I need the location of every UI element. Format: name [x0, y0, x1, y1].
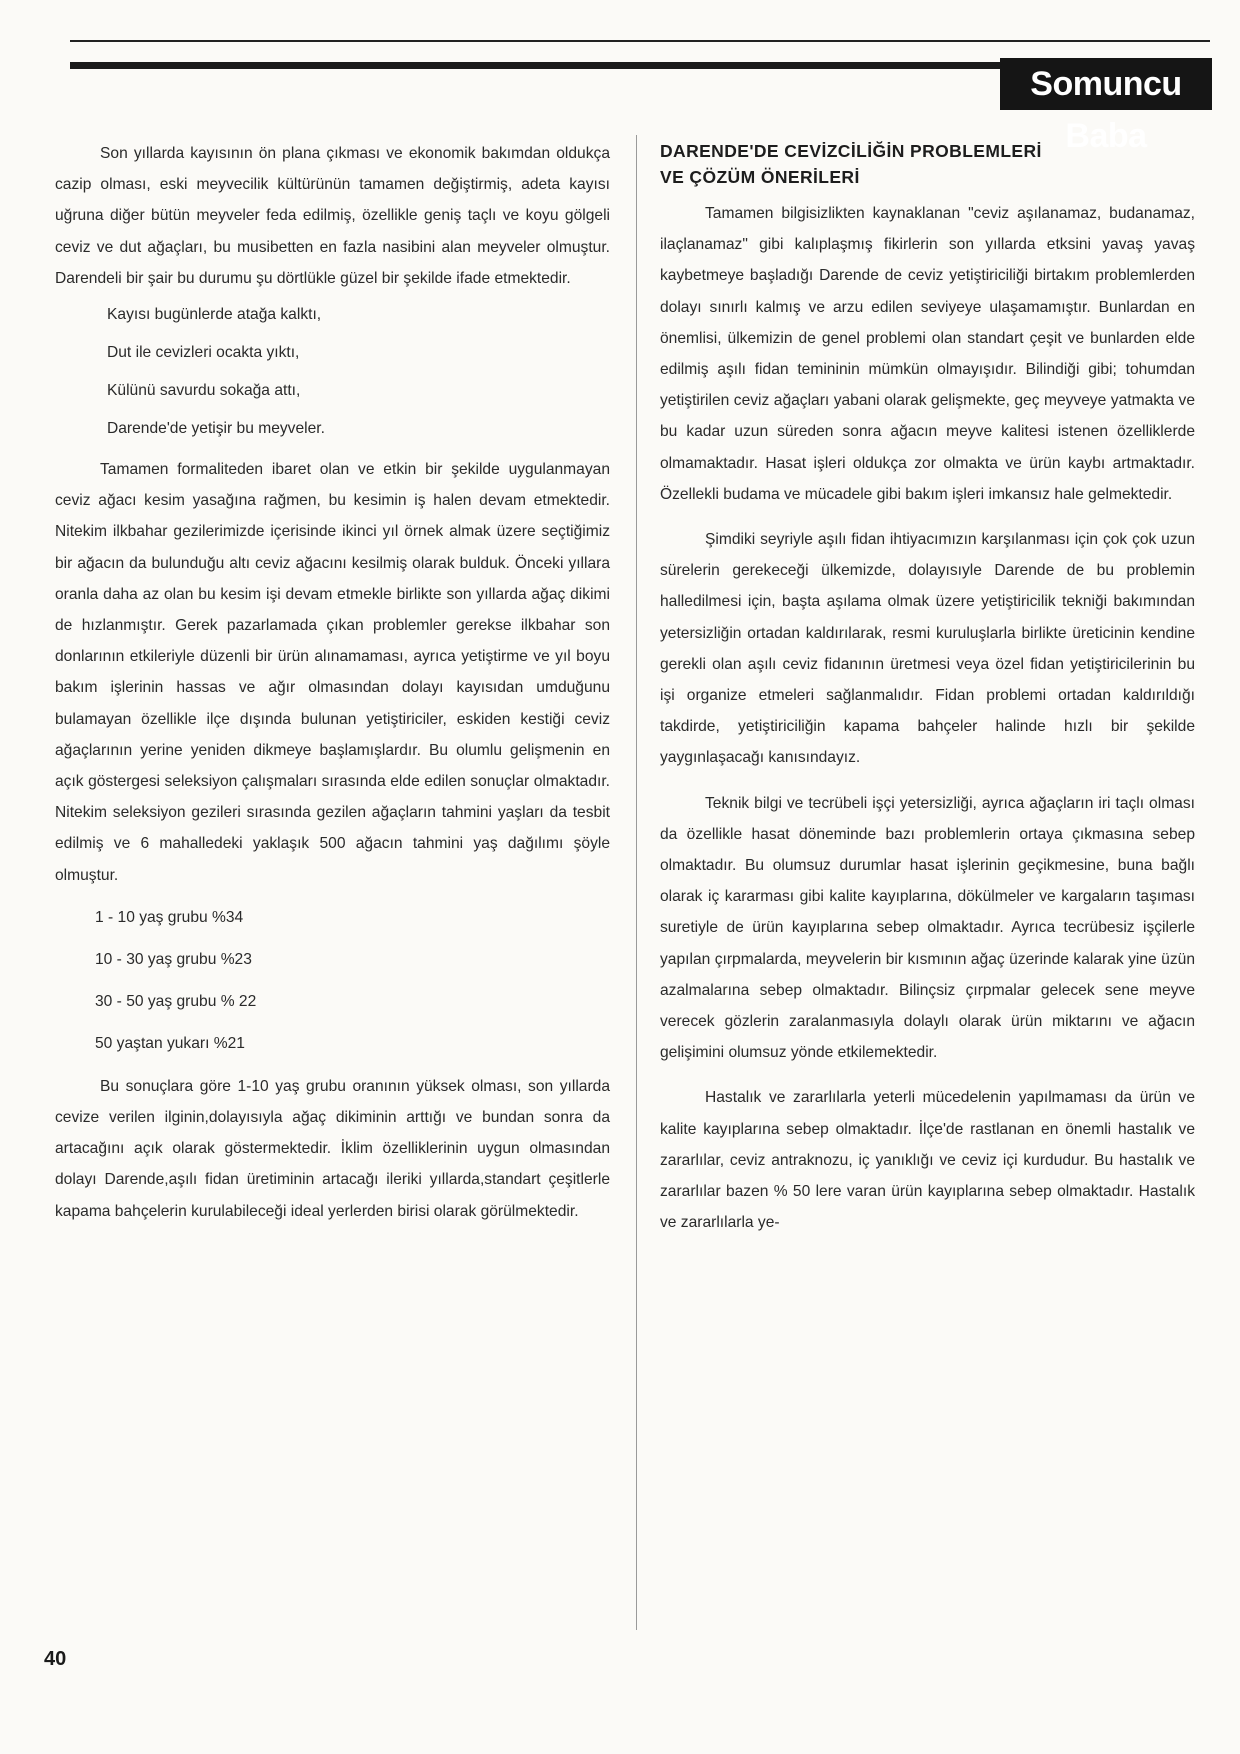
- age-group-item: 10 - 30 yaş grubu %23: [95, 950, 252, 968]
- section-heading-line-2: VE ÇÖZÜM ÖNERİLERİ: [660, 167, 860, 187]
- age-group-item: 30 - 50 yaş grubu % 22: [95, 992, 257, 1010]
- section-heading-line-1: DARENDE'DE CEVİZCİLİĞİN PROBLEMLERİ: [660, 141, 1042, 161]
- age-group-item: 1 - 10 yaş grubu %34: [95, 908, 244, 926]
- header-rule-thick: [70, 62, 1000, 69]
- poem-line: Kayısı bugünlerde atağa kalktı,: [107, 306, 322, 324]
- left-paragraph-2: Tamamen formaliteden ibaret olan ve etkin bir şekilde uygulanmayan ceviz ağacı kesim yasağına rağmen, bu kesimin iş halen devam etmektedir. Nitekim ilkbahar gezilerimizde içerisinde ikinci yıl örnek almak üzere seçtiğimiz bir ağacın da bulunduğu altı ceviz ağacını kesilmiş olarak bulduk. Önceki yıllara oranla daha az olan bu kesim işi devam etmekle birlikte son yıllarda ağaç dikimi de hızlanmıştır. Gerek pazarlamada çıkan problemler gerekse ilkbahar son donlarının etkileriyle düzenli bir ürün alınamaması, ayrıca yetiştirme ve yıl boyu bakım işlerinin hassas ve ağır olmasından dolayı kayısıdan umduğunu bulamayan özellikle ilçe dışında bulunan yetiştiriciler, eskiden kestiği ceviz ağaçlarının yerine yeniden dikmeye başlamışlardır. Bu olumlu gelişmenin en açık göstergesi seleksiyon çalışmaları sırasında elde edilen sonuçlar olmaktadır. Nitekim seleksiyon gezileri sırasında gezilen ağaçların tahmini yaşları da tesbit edilmiş ve 6 mahalledeki yaklaşık 500 ağacın tahmini yaş dağılımı şöyle olmuştur.: [55, 461, 610, 884]
- right-paragraph-4: Hastalık ve zararlılarla yeterli mücedelenin yapılmaması da ürün ve kalite kayıplarına sebep olmaktadır. İlçe'de rastlanan en önemli hastalık ve zararlılar, ceviz antraknozu, iç yanıklığı ve ceviz içi kurdudur. Bu hastalık ve zararlılar bazen % 50 lere varan ürün kayıplarına sebep olmaktadır. Hastalık ve zararlılarla ye-: [660, 1089, 1195, 1232]
- poem-line: Darende'de yetişir bu meyveler.: [107, 420, 325, 438]
- section-heading: [660, 138, 1195, 190]
- right-paragraph-1: Tamamen bilgisizlikten kaynaklanan "ceviz aşılanamaz, budanamaz, ilaçlanamaz" gibi kalıplaşmış fikirlerin son yıllarda etksini yavaş yavaş kaybetmeye başladığı Darende de ceviz yetiştiriciliği birtakım problemlerden dolayı sınırlı kalmış ve arzu edilen seviyeye ulaşamamıştır. Bunlardan en önemlisi, ülkemizin de genel problemi olan standart çeşit ve bunlarden elde edilmiş aşılı fidan temininin mümkün olmayışıdır. Bilindiği gibi; tohumdan yetiştirilen ceviz ağaçları yabani olarak gelişmekte, geç meyveye yatmakta ve bu kadar uzun süreden sonra ağacın meyve kalitesi istenen özelliklerde olmamaktadır. Hasat işleri oldukça zor olmakta ve ürün kaybı artmaktadır. Özellekli budama ve mücadele gibi bakım işleri imkansız hale gelmektedir.: [660, 205, 1195, 503]
- poem-quatrain: [55, 296, 610, 448]
- right-column: [660, 138, 1195, 1239]
- left-intro-paragraph: Son yıllarda kayısının ön plana çıkması ve ekonomik bakımdan oldukça cazip olması, eski meyvecilik kültürünün tamamen değiştirmiş, adeta kayısı uğruna diğer bütün meyveler feda edilmiş, özellikle geniş taçlı ve koyu gölgeli ceviz ve dut ağaçları, bu musibetten en fazla nasibini alan meyveler olmuştur. Darendeli bir şair bu durumu şu dörtlükle güzel bir şekilde ifade etmektedir.: [55, 145, 610, 287]
- poem-line: Külünü savurdu sokağa attı,: [107, 382, 301, 400]
- column-divider: [636, 135, 637, 1630]
- page-number: 40: [44, 1648, 67, 1670]
- header-rule-thin: [70, 40, 1210, 42]
- right-paragraph-2: Şimdiki seyriyle aşılı fidan ihtiyacımızın karşılanması için çok çok uzun sürelerin gerekeceği ülkemizde, dolayısıyle Darende de bu problemin halledilmesi için, başta aşılama olmak üzere yetiştiricilik tekniği bakımından yetersizliğin ortadan kaldırılarak, resmi kuruluşlarla birlikte üreticinin kendine gerekli olan aşılı ceviz fidanının üretmesi veya özel fidan yetiştiricilerinin bu işi organize etmeleri sağlanmalıdır. Fidan problemi ortadan kaldırıldığı takdirde, yetiştiriciliğin kapama bahçeler halinde hızlı bir şekilde yaygınlaşacağı kanısındayız.: [660, 531, 1195, 767]
- left-column: [55, 138, 610, 1227]
- right-paragraph-3: Teknik bilgi ve tecrübeli işçi yetersizliği, ayrıca ağaçların iri taçlı olması da özellikle hasat döneminde bazı problemlerin ortaya çıkmasına sebep olmaktadır. Bu olumsuz durumlar hasat işlerinin geçikmesine, buna bağlı olarak iç kararması gibi kalite kayıplarına, dökülmeler ve kargaların taşıması suretiyle de ürün kayıplarına sebep olmaktadır. Ayrıca tecrübesiz işçilerle yapılan çırpmalarda, meyvelerin bir kısmının ağaç üzerinde kalarak yine üzün azalmalarına sebep olmaktadır. Bilinçsiz çırpmalar gelecek sene meyve verecek gözlerin zaralanmasıyla dolaylı olarak ürün miktarını ve ağacın gelişimini olumsuz yönde etkilemektedir.: [660, 794, 1195, 1062]
- age-distribution-list: [55, 897, 610, 1065]
- magazine-title-badge: Somuncu Baba: [1000, 58, 1212, 110]
- age-group-item: 50 yaştan yukarı %21: [95, 1034, 245, 1052]
- poem-line: Dut ile cevizleri ocakta yıktı,: [107, 344, 300, 362]
- left-paragraph-3: Bu sonuçlara göre 1-10 yaş grubu oranının yüksek olması, son yıllarda cevize verilen ilginin,dolayısıyla ağaç dikiminin arttığı ve bundan sonra da artacağını açık olarak göstermektedir. İklim özelliklerinin uygun olmasından dolayı Darende,aşılı fidan üretiminin artacağı ileriki yıllarda,standart çeşitlerle kapama bahçelerin kurulabileceği ideal yerlerden birisi olarak görülmektedir.: [55, 1077, 610, 1220]
